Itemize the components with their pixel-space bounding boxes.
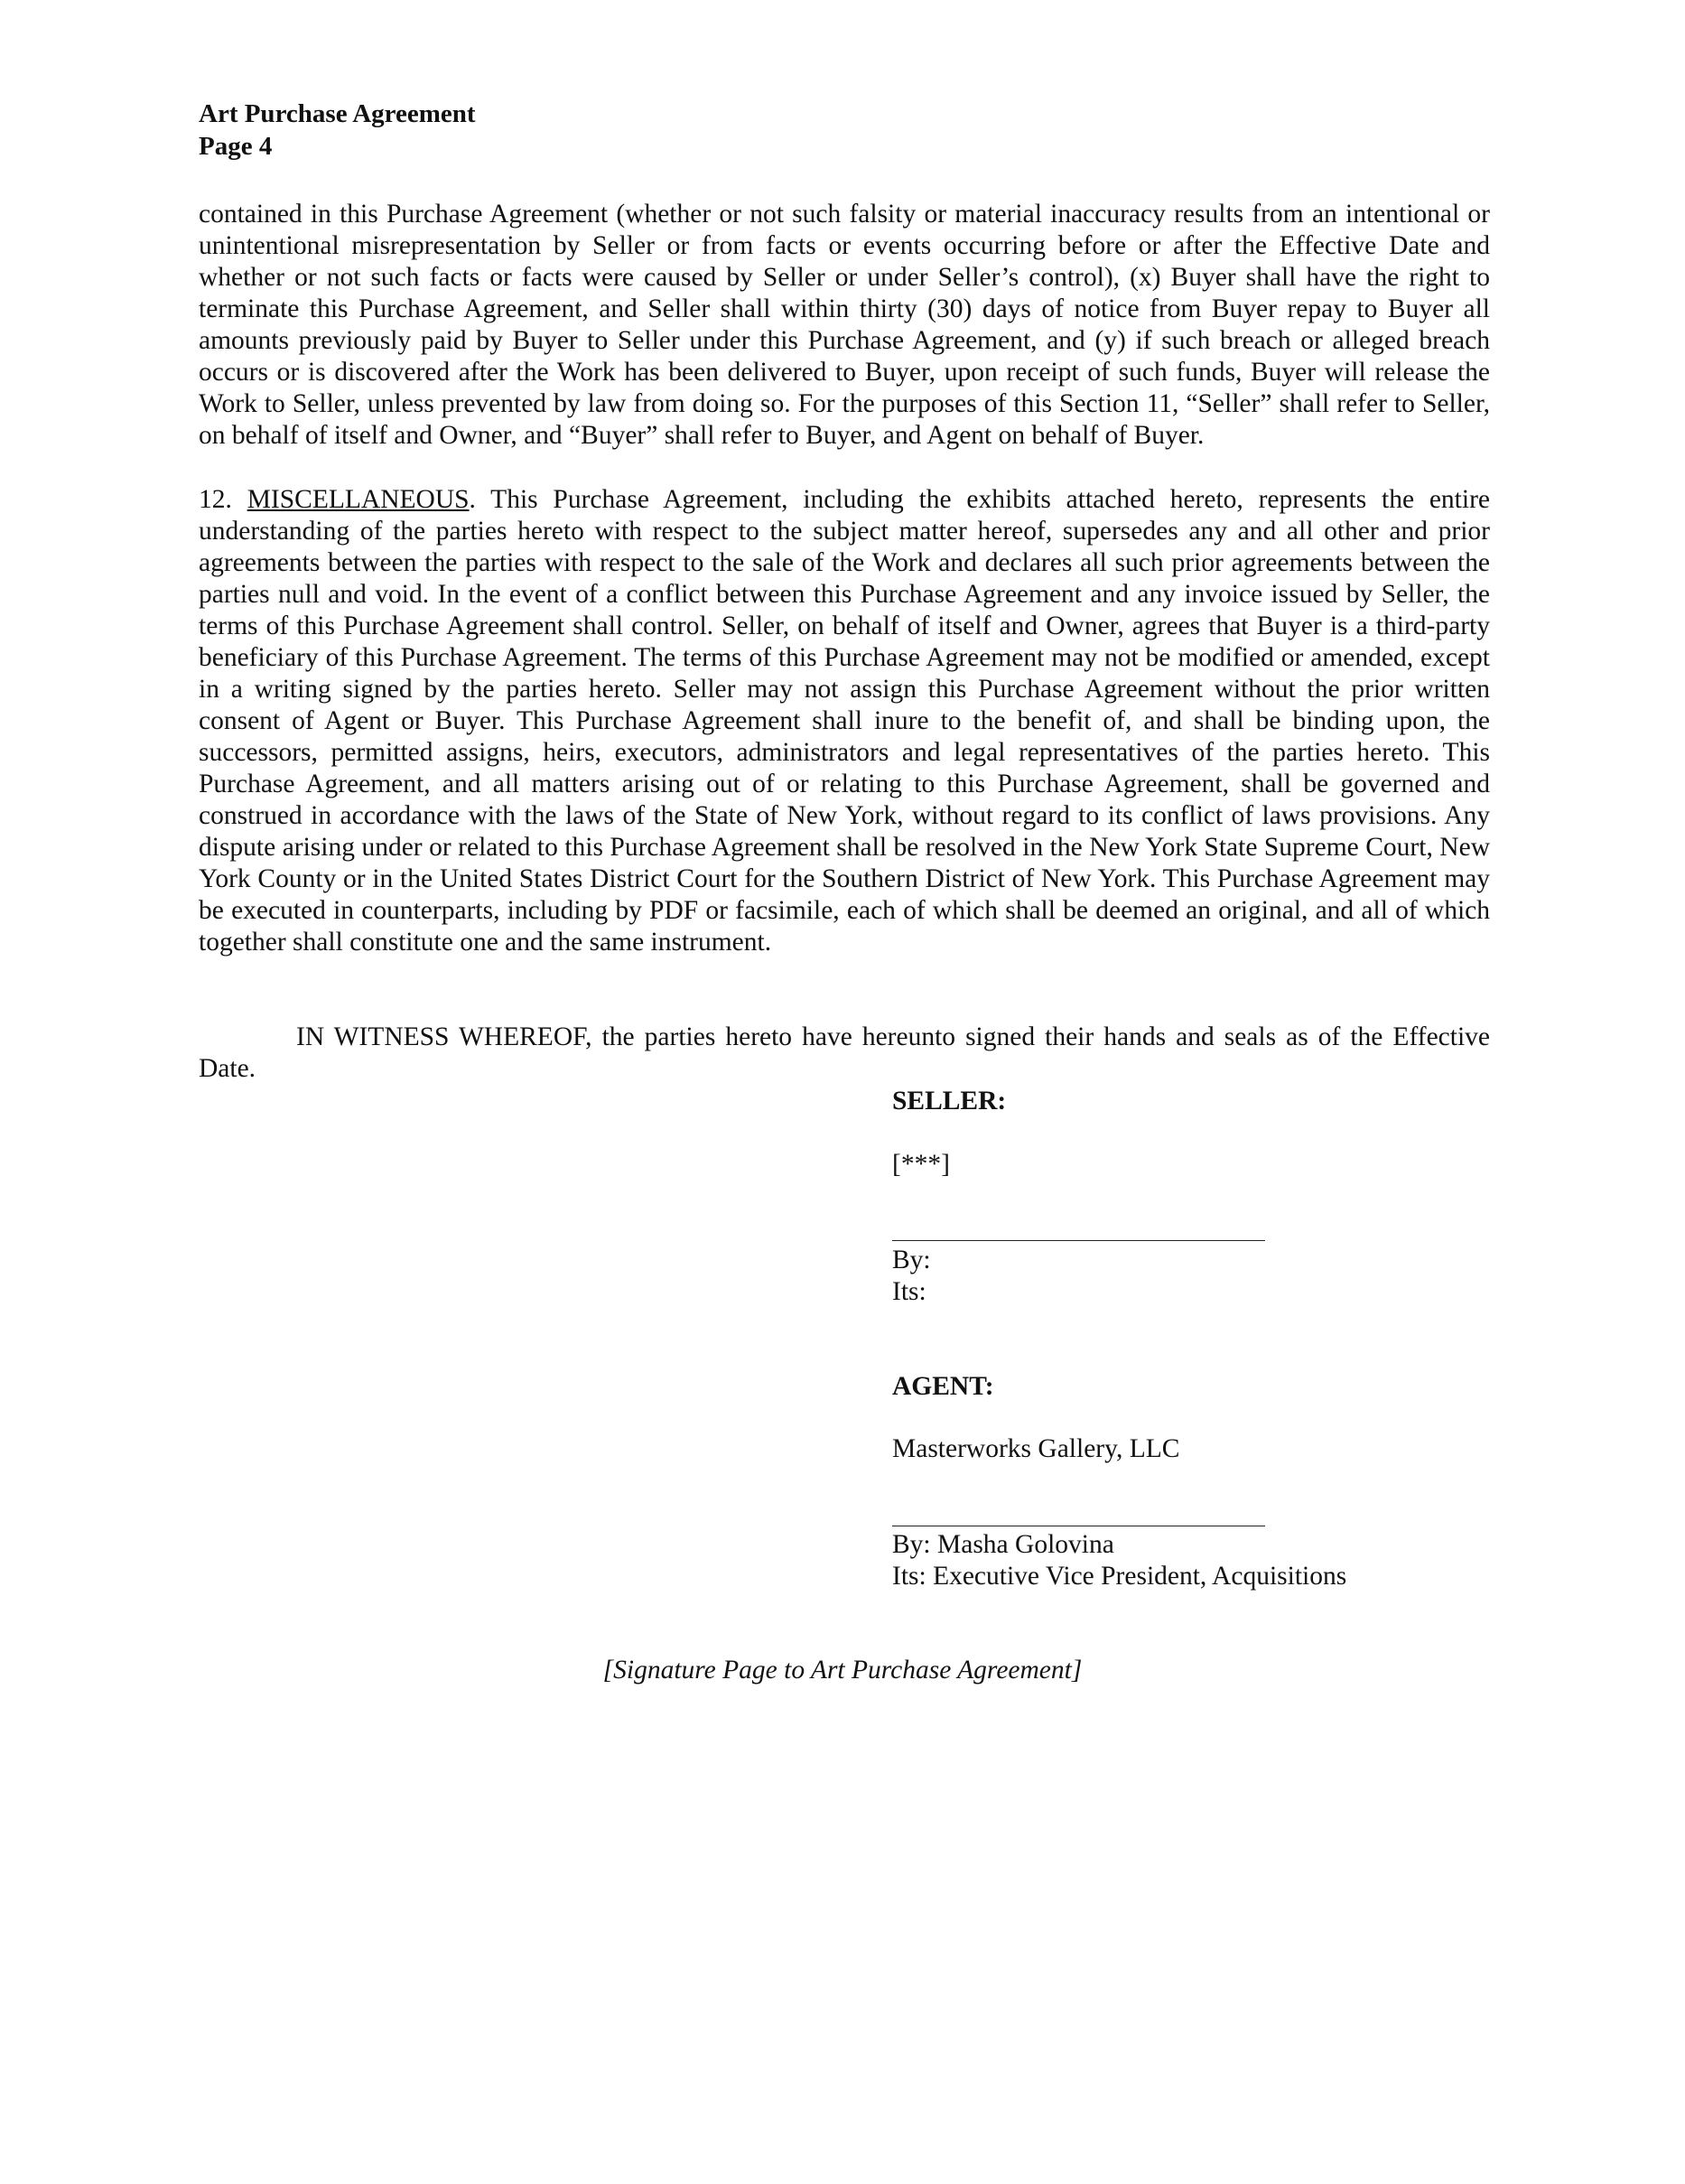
seller-label: SELLER: <box>892 1087 1007 1115</box>
section-12-heading: MISCELLANEOUS <box>247 485 470 514</box>
seller-signature-line <box>892 1240 1265 1241</box>
page-number: Page 4 <box>199 132 273 161</box>
section-12-text: . This Purchase Agreement, including the exhibits attached hereto, represents the entire understanding of the parties hereto with respect to the subject matter hereof, supersedes any and all other and prior agreements between the parties with respect to the sale of the Work and declares all such prior agreements between the parties null and void. In the event of a conflict between this Purchase Agreement and any invoice issued by Seller, the terms of this Purchase Agreement shall control. Seller, on behalf of itself and Owner, agrees that Buyer is a third-party beneficiary of this Purchase Agreement. The terms of this Purchase Agreement may not be modified or amended, except in a writing signed by the parties hereto. Seller may not assign this Purchase Agreement without the prior written consent of Agent or Buyer. This Purchase Agreement shall inure to the benefit of, and shall be binding upon, the successors, permitted assigns, heirs, executors, administrators and legal representatives of the parties hereto. This Purchase Agreement, and all matters arising out of or relating to this Purchase Agreement, shall be governed and construed in accordance with the laws of the State of New York, without regard to its conflict of laws provisions. Any dispute arising under or related to this Purchase Agreement shall be resolved in the New York State Supreme Court, New York County or in the United States District Court for the Southern District of New York. This Purchase Agreement may be executed in counterparts, including by PDF or facsimile, each of which shall be deemed an original, and all of which together shall constitute one and the same instrument. <box>199 485 1490 957</box>
seller-by: By: <box>892 1246 931 1274</box>
document-title: Art Purchase Agreement <box>199 99 476 128</box>
agent-label: AGENT: <box>892 1372 994 1401</box>
seller-name: [***] <box>892 1150 950 1179</box>
agent-by: By: Masha Golovina <box>892 1530 1114 1559</box>
section-12-number: 12. <box>199 485 247 514</box>
agent-name: Masterworks Gallery, LLC <box>892 1434 1180 1463</box>
seller-its: Its: <box>892 1277 926 1306</box>
signature-page-footer: [Signature Page to Art Purchase Agreement] <box>602 1656 1083 1685</box>
agent-its: Its: Executive Vice President, Acquisitions <box>892 1562 1347 1591</box>
section-12-paragraph <box>199 484 1490 958</box>
continued-paragraph: contained in this Purchase Agreement (whether or not such falsity or material inaccuracy results from an intentional or unintentional misrepresentation by Seller or from facts or events occurring before or after the Effective Date and whether or not such facts or facts were caused by Seller or under Seller’s control), (x) Buyer shall have the right to terminate this Purchase Agreement, and Seller shall within thirty (30) days of notice from Buyer repay to Buyer all amounts previously paid by Buyer to Seller under this Purchase Agreement, and (y) if such breach or alleged breach occurs or is discovered after the Work has been delivered to Buyer, upon receipt of such funds, Buyer will release the Work to Seller, unless prevented by law from doing so. For the purposes of this Section 11, “Seller” shall refer to Seller, on behalf of itself and Owner, and “Buyer” shall refer to Buyer, and Agent on behalf of Buyer. <box>199 200 1490 450</box>
witness-clause: IN WITNESS WHEREOF, the parties hereto have hereunto signed their hands and seals as of the Effective Date. <box>199 1022 1490 1083</box>
page-header <box>199 98 476 163</box>
